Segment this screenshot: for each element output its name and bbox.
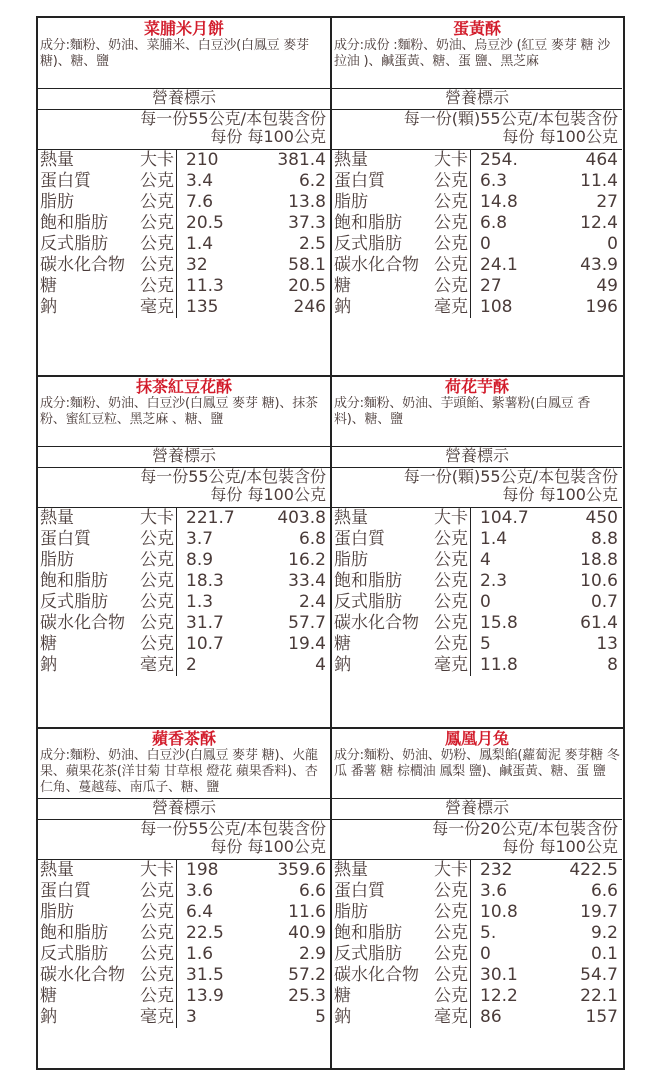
nutrition-table [38,507,330,676]
nutrient-name: 飽和脂肪 [40,571,108,591]
nutrition-row [332,944,622,965]
nutrient-name: 脂肪 [334,902,368,922]
nutrient-name: 蛋白質 [40,529,91,549]
per-serving-value: 10.8 [480,902,518,922]
nutrient-unit: 公克 [140,550,174,570]
per-serving-value: 24.1 [480,255,518,275]
per-100g-value: 61.4 [580,613,618,633]
nutrition-row [332,192,622,213]
product-name: 蛋黃酥 [452,19,501,38]
nutrient-unit: 公克 [434,550,468,570]
nutrient-name: 碳水化合物 [334,965,419,985]
per-100g-value: 40.9 [288,923,326,943]
nutrient-name: 飽和脂肪 [334,923,402,943]
nutrition-row [38,944,330,965]
nutrient-name: 熱量 [40,860,74,880]
nutrient-name: 蛋白質 [334,881,385,901]
product-name: 菜脯米月餅 [143,19,224,38]
nutrient-name: 飽和脂肪 [334,571,402,591]
nutrition-row [38,655,330,676]
nutrition-table [38,859,330,1028]
per-100g-value: 2.9 [298,944,326,964]
nutrition-row [38,1007,330,1028]
nutrition-row [332,150,622,171]
per-100g-value: 196 [585,297,618,317]
nutrition-row [38,592,330,613]
nutrient-name: 飽和脂肪 [334,213,402,233]
nutrient-unit: 公克 [140,213,174,233]
per-serving-value: 221.7 [186,508,235,528]
per-100g-value: 6.6 [298,881,326,901]
nutrient-unit: 公克 [434,923,468,943]
nutrient-name: 糖 [40,276,57,296]
per-100g-value: 13.8 [288,192,326,212]
per-serving-value: 1.4 [186,234,214,254]
nutrient-unit: 大卡 [140,508,174,528]
per-100g-value: 450 [585,508,618,528]
nutrient-unit: 公克 [434,234,468,254]
nutrient-unit: 大卡 [434,150,468,170]
per-serving-value: 2.3 [480,571,508,591]
nutrition-row [38,255,330,276]
per-serving-value: 15.8 [480,613,518,633]
serving-line: 每一份55公克/本包裝含份 [140,109,326,128]
serving-info [332,467,622,507]
nutrient-name: 蛋白質 [40,171,91,191]
nutrient-unit: 毫克 [140,297,174,317]
per-serving-value: 3 [186,1007,197,1027]
nutrient-name: 熱量 [334,150,368,170]
per-serving-value: 32 [186,255,208,275]
nutrition-row [38,613,330,634]
nutrient-name: 反式脂肪 [334,592,402,612]
nutrient-unit: 公克 [434,613,468,633]
nutrition-row [332,881,622,902]
per-100g-value: 2.4 [298,592,326,612]
per-serving-value: 20.5 [186,213,224,233]
product-name: 抹茶紅豆花酥 [135,377,232,396]
column-headers: 每份 每100公克 [210,127,326,146]
nutrient-name: 糖 [40,986,57,1006]
nutrient-unit: 公克 [140,571,174,591]
per-serving-value: 5. [480,923,497,943]
product-name: 蘋香茶酥 [151,729,216,748]
nutrition-table [332,859,622,1028]
product-name: 荷花芋酥 [444,377,509,396]
per-100g-value: 58.1 [288,255,326,275]
nutrition-table [38,149,330,318]
serving-line: 每一份55公克/本包裝含份 [140,467,326,486]
nutrient-name: 反式脂肪 [40,592,108,612]
per-serving-value: 3.4 [186,171,214,191]
per-serving-value: 1.4 [480,529,508,549]
nutrient-name: 熱量 [40,508,74,528]
nutrient-unit: 公克 [140,881,174,901]
per-serving-value: 3.7 [186,529,214,549]
nutrient-name: 反式脂肪 [334,234,402,254]
column-headers: 每份 每100公克 [210,837,326,856]
nutrition-row [332,613,622,634]
per-serving-value: 11.3 [186,276,224,296]
nutrition-row [38,297,330,318]
serving-info [332,819,622,859]
column-headers: 每份 每100公克 [502,485,618,504]
nutrient-unit: 公克 [434,192,468,212]
nutrition-row [38,234,330,255]
nutrition-row [38,634,330,655]
per-serving-value: 198 [186,860,219,880]
nutrient-unit: 公克 [434,902,468,922]
column-headers: 每份 每100公克 [210,485,326,504]
nutrient-name: 反式脂肪 [40,944,108,964]
nutrition-row [38,192,330,213]
per-serving-value: 4 [480,550,491,570]
per-serving-value: 0 [480,234,491,254]
nutrition-row [38,550,330,571]
nutrition-row [38,171,330,192]
per-serving-value: 3.6 [480,881,508,901]
nutrient-unit: 公克 [140,613,174,633]
per-100g-value: 11.4 [580,171,618,191]
per-serving-value: 210 [186,150,219,170]
per-100g-value: 246 [293,297,326,317]
nutrition-row [332,276,622,297]
ingredients-text: 成分:麵粉、奶油、奶粉、鳳梨餡(蘿蔔泥 麥芽糖 冬瓜 番薯 糖 棕櫚油 鳳梨 鹽)、鹹蛋黃、糖、蛋 鹽 [334,748,620,779]
serving-info [38,109,330,149]
nutrient-unit: 公克 [434,986,468,1006]
per-100g-value: 0.7 [590,592,618,612]
nutrient-unit: 公克 [434,255,468,275]
per-100g-value: 403.8 [277,508,326,528]
per-100g-value: 10.6 [580,571,618,591]
per-100g-value: 25.3 [288,986,326,1006]
nutrition-heading: 營養標示 [38,446,330,467]
per-serving-value: 14.8 [480,192,518,212]
nutrient-unit: 公克 [434,592,468,612]
per-100g-value: 5 [315,1007,326,1027]
nutrition-row [38,881,330,902]
per-100g-value: 27 [596,192,618,212]
per-serving-value: 11.8 [480,655,518,675]
nutrition-sheet [36,16,625,1070]
nutrient-unit: 公克 [434,529,468,549]
nutrition-heading: 營養標示 [332,798,622,819]
section-divider [38,375,623,377]
per-serving-value: 0 [480,592,491,612]
nutrient-name: 熱量 [40,150,74,170]
per-100g-value: 19.4 [288,634,326,654]
nutrient-unit: 毫克 [140,1007,174,1027]
nutrient-unit: 公克 [140,634,174,654]
serving-line: 每一份(顆)55公克/本包裝含份 [403,109,618,128]
per-100g-value: 20.5 [288,276,326,296]
nutrition-row [38,529,330,550]
per-100g-value: 359.6 [277,860,326,880]
per-serving-value: 108 [480,297,513,317]
nutrient-unit: 公克 [140,592,174,612]
product-panel [38,728,330,1068]
nutrient-unit: 公克 [434,276,468,296]
nutrient-unit: 毫克 [434,655,468,675]
nutrition-heading: 營養標示 [38,88,330,109]
per-100g-value: 57.2 [288,965,326,985]
nutrient-name: 熱量 [334,860,368,880]
per-100g-value: 6.2 [298,171,326,191]
per-serving-value: 13.9 [186,986,224,1006]
nutrient-name: 碳水化合物 [334,613,419,633]
per-serving-value: 2 [186,655,197,675]
nutrient-unit: 公克 [434,944,468,964]
nutrient-name: 鈉 [334,297,351,317]
nutrition-row [332,902,622,923]
per-100g-value: 16.2 [288,550,326,570]
per-serving-value: 1.3 [186,592,214,612]
product-panel [38,18,330,376]
nutrition-row [38,986,330,1007]
per-serving-value: 6.3 [480,171,508,191]
per-serving-value: 27 [480,276,502,296]
nutrient-name: 糖 [334,986,351,1006]
product-name: 鳳凰月兔 [444,729,509,748]
nutrient-name: 鈉 [40,297,57,317]
ingredients-text: 成分:麵粉、奶油、白豆沙(白鳳豆 麥芽 糖)、抹茶粉、蜜紅豆粒、黑芝麻 、糖、鹽 [40,396,318,427]
nutrient-name: 脂肪 [40,902,74,922]
per-100g-value: 6.6 [590,881,618,901]
nutrient-name: 鈉 [334,1007,351,1027]
per-100g-value: 54.7 [580,965,618,985]
nutrition-row [332,255,622,276]
nutrition-row [332,550,622,571]
per-serving-value: 18.3 [186,571,224,591]
per-serving-value: 6.8 [480,213,508,233]
nutrition-row [332,213,622,234]
nutrient-unit: 大卡 [140,860,174,880]
per-100g-value: 8 [607,655,618,675]
nutrient-unit: 公克 [140,923,174,943]
nutrition-row [332,508,622,529]
nutrient-unit: 公克 [140,965,174,985]
per-serving-value: 86 [480,1007,502,1027]
nutrient-name: 糖 [40,634,57,654]
per-100g-value: 43.9 [580,255,618,275]
nutrient-unit: 公克 [140,529,174,549]
nutrient-unit: 毫克 [140,655,174,675]
nutrition-row [332,923,622,944]
per-100g-value: 0 [607,234,618,254]
per-100g-value: 6.8 [298,529,326,549]
nutrition-row [332,529,622,550]
per-100g-value: 0.1 [590,944,618,964]
nutrition-table [332,149,622,318]
nutrient-name: 糖 [334,276,351,296]
per-serving-value: 6.4 [186,902,214,922]
per-100g-value: 18.8 [580,550,618,570]
nutrient-unit: 公克 [140,171,174,191]
per-serving-value: 31.5 [186,965,224,985]
nutrient-unit: 公克 [140,986,174,1006]
section-divider [38,727,623,729]
nutrition-row [38,150,330,171]
nutrient-unit: 公克 [434,571,468,591]
column-headers: 每份 每100公克 [502,837,618,856]
nutrition-row [38,860,330,881]
nutrition-row [332,655,622,676]
per-100g-value: 422.5 [569,860,618,880]
ingredients-text: 成分:麵粉、奶油、菜脯米、白豆沙(白鳳豆 麥芽 糖)、糖、鹽 [40,38,309,69]
nutrient-name: 反式脂肪 [334,944,402,964]
nutrient-unit: 公克 [434,213,468,233]
nutrient-name: 碳水化合物 [334,255,419,275]
per-serving-value: 5 [480,634,491,654]
per-100g-value: 381.4 [277,150,326,170]
nutrient-name: 熱量 [334,508,368,528]
nutrient-name: 飽和脂肪 [40,213,108,233]
nutrient-unit: 公克 [140,276,174,296]
nutrient-unit: 公克 [434,965,468,985]
per-serving-value: 30.1 [480,965,518,985]
ingredients-text: 成分:成份 :麵粉、奶油、烏豆沙 (紅豆 麥芽 糖 沙拉油 )、鹹蛋黃、糖、蛋 鹽、黑芝麻 [334,38,611,69]
nutrient-name: 鈉 [40,1007,57,1027]
nutrient-name: 鈉 [334,655,351,675]
nutrient-name: 蛋白質 [334,171,385,191]
nutrient-name: 脂肪 [40,192,74,212]
per-serving-value: 8.9 [186,550,214,570]
serving-line: 每一份(顆)55公克/本包裝含份 [403,467,618,486]
serving-line: 每一份55公克/本包裝含份 [140,819,326,838]
nutrition-row [38,571,330,592]
nutrient-name: 鈉 [40,655,57,675]
per-serving-value: 104.7 [480,508,529,528]
per-100g-value: 19.7 [580,902,618,922]
serving-info [38,819,330,859]
nutrition-row [332,986,622,1007]
nutrient-unit: 公克 [140,234,174,254]
per-serving-value: 3.6 [186,881,214,901]
per-100g-value: 8.8 [590,529,618,549]
nutrient-unit: 公克 [434,881,468,901]
nutrient-unit: 公克 [140,944,174,964]
nutrient-unit: 大卡 [434,508,468,528]
nutrient-name: 蛋白質 [40,881,91,901]
per-100g-value: 4 [315,655,326,675]
ingredients-text: 成分:麵粉、奶油、白豆沙(白鳳豆 麥芽 糖)、火龍果、蘋果花茶(洋甘菊 甘草根 燈花 蘋果香料)、杏仁角、蔓越莓、南瓜子、糖、鹽 [40,748,318,795]
column-headers: 每份 每100公克 [502,127,618,146]
product-panel [38,376,330,728]
per-serving-value: 232 [480,860,513,880]
nutrition-row [332,634,622,655]
serving-info [332,109,622,149]
per-100g-value: 11.6 [288,902,326,922]
nutrition-row [332,297,622,318]
per-serving-value: 7.6 [186,192,214,212]
nutrient-name: 碳水化合物 [40,613,125,633]
per-serving-value: 254. [480,150,518,170]
nutrient-name: 糖 [334,634,351,654]
nutrient-unit: 公克 [434,634,468,654]
serving-info [38,467,330,507]
nutrition-heading: 營養標示 [332,446,622,467]
nutrition-row [38,902,330,923]
per-100g-value: 2.5 [298,234,326,254]
nutrition-row [332,171,622,192]
nutrition-heading: 營養標示 [332,88,622,109]
nutrition-row [38,213,330,234]
per-100g-value: 22.1 [580,986,618,1006]
per-serving-value: 10.7 [186,634,224,654]
nutrient-name: 蛋白質 [334,529,385,549]
nutrient-unit: 毫克 [434,1007,468,1027]
serving-line: 每一份20公克/本包裝含份 [432,819,618,838]
nutrition-row [38,965,330,986]
nutrition-row [332,592,622,613]
nutrition-table [332,507,622,676]
per-serving-value: 1.6 [186,944,214,964]
per-100g-value: 13 [596,634,618,654]
per-100g-value: 12.4 [580,213,618,233]
nutrient-unit: 大卡 [140,150,174,170]
nutrition-row [38,276,330,297]
per-100g-value: 157 [585,1007,618,1027]
nutrition-row [332,571,622,592]
nutrient-unit: 公克 [140,192,174,212]
nutrition-row [38,508,330,529]
per-100g-value: 49 [596,276,618,296]
nutrient-name: 反式脂肪 [40,234,108,254]
per-serving-value: 135 [186,297,219,317]
product-panel [330,18,622,376]
nutrient-name: 脂肪 [40,550,74,570]
nutrient-unit: 公克 [140,255,174,275]
nutrient-unit: 公克 [434,171,468,191]
nutrition-row [38,923,330,944]
nutrition-row [332,860,622,881]
product-panel [330,376,622,728]
per-100g-value: 464 [585,150,618,170]
nutrient-unit: 大卡 [434,860,468,880]
nutrition-row [332,965,622,986]
nutrient-name: 脂肪 [334,550,368,570]
nutrient-unit: 公克 [140,902,174,922]
per-serving-value: 22.5 [186,923,224,943]
per-serving-value: 0 [480,944,491,964]
per-100g-value: 37.3 [288,213,326,233]
nutrition-heading: 營養標示 [38,798,330,819]
product-panel [330,728,622,1068]
nutrient-name: 脂肪 [334,192,368,212]
ingredients-text: 成分:麵粉、奶油、芋頭餡、紫薯粉(白鳳豆 香料)、糖、鹽 [334,396,591,427]
per-serving-value: 31.7 [186,613,224,633]
per-100g-value: 9.2 [590,923,618,943]
per-100g-value: 33.4 [288,571,326,591]
nutrient-name: 碳水化合物 [40,965,125,985]
nutrient-name: 飽和脂肪 [40,923,108,943]
nutrition-row [332,1007,622,1028]
nutrient-unit: 毫克 [434,297,468,317]
nutrition-row [332,234,622,255]
nutrient-name: 碳水化合物 [40,255,125,275]
per-serving-value: 12.2 [480,986,518,1006]
per-100g-value: 57.7 [288,613,326,633]
